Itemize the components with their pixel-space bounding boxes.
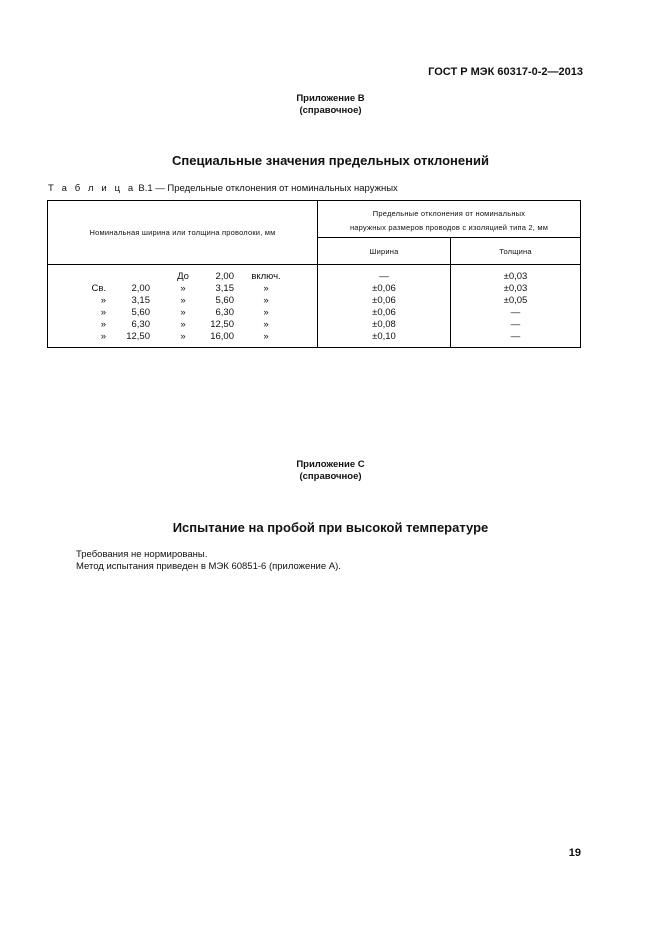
column-header-thickness: Толщина [499, 247, 532, 256]
appendix-c-heading: Испытание на пробой при высокой температуре [172, 520, 489, 535]
row-width-deviation: ±0,06 [372, 307, 396, 318]
row-inclusive: » [263, 331, 269, 342]
row-to-value: 16,00 [210, 331, 234, 342]
table-header-bottom [48, 264, 580, 265]
row-inclusive: включ. [251, 271, 281, 282]
table-row [48, 283, 580, 295]
row-from-word: » [100, 307, 106, 318]
table-row [48, 295, 580, 307]
row-to-word: » [180, 307, 186, 318]
standard-code: ГОСТ Р МЭК 60317-0-2—2013 [428, 66, 583, 78]
row-inclusive: » [263, 283, 269, 294]
row-to-word: » [180, 283, 186, 294]
row-inclusive: » [263, 307, 269, 318]
row-to-word: До [177, 271, 189, 282]
table-caption-prefix: Т а б л и ц а [48, 183, 136, 194]
table-divider-horizontal [317, 237, 580, 238]
row-thickness-deviation: ±0,05 [503, 295, 528, 306]
row-inclusive: » [263, 295, 269, 306]
appendix-c-title: Приложение С [296, 459, 365, 470]
table-caption [48, 183, 398, 194]
appendix-c-line2: Метод испытания приведен в МЭК 60851-6 (приложение А). [76, 561, 341, 572]
row-from-value: 5,60 [131, 307, 150, 318]
row-from-value: 12,50 [126, 331, 150, 342]
row-inclusive: » [263, 319, 269, 330]
table-row [48, 319, 580, 331]
row-from-value: 6,30 [131, 319, 150, 330]
appendix-c-note: (справочное) [299, 471, 362, 482]
row-to-value: 2,00 [215, 271, 234, 282]
table-caption-text: В.1 — Предельные отклонения от номинальных наружных [138, 183, 398, 194]
appendix-b-heading: Специальные значения предельных отклонений [172, 153, 489, 168]
row-to-word: » [180, 319, 186, 330]
row-to-value: 5,60 [215, 295, 234, 306]
table-row [48, 331, 580, 343]
page-number: 19 [568, 847, 581, 859]
row-thickness-deviation: — [510, 319, 521, 330]
row-from-word: » [100, 319, 106, 330]
row-thickness-deviation: ±0,03 [503, 271, 528, 282]
deviations-table [47, 200, 581, 348]
row-to-value: 12,50 [210, 319, 234, 330]
row-from-word: » [100, 331, 106, 342]
group-header-line1: Предельные отклонения от номинальных [372, 209, 526, 218]
row-thickness-deviation: — [510, 331, 521, 342]
appendix-c-line1: Требования не нормированы. [76, 549, 208, 560]
row-to-value: 3,15 [215, 283, 234, 294]
row-from-value: 3,15 [131, 295, 150, 306]
group-header-line2: наружных размеров проводов с изоляцией типа 2, мм [349, 223, 549, 232]
table-row [48, 307, 580, 319]
row-to-value: 6,30 [215, 307, 234, 318]
row-from-word: » [100, 295, 106, 306]
row-to-word: » [180, 331, 186, 342]
column-header-nominal: Номинальная ширина или толщина проволоки, мм [89, 228, 276, 237]
row-width-deviation: ±0,10 [372, 331, 396, 342]
row-width-deviation: — [379, 271, 389, 282]
row-width-deviation: ±0,06 [372, 295, 396, 306]
row-width-deviation: ±0,06 [372, 283, 396, 294]
row-from-value: 2,00 [131, 283, 150, 294]
column-header-width: Ширина [369, 247, 399, 256]
row-thickness-deviation: ±0,03 [503, 283, 528, 294]
table-row [48, 271, 580, 283]
row-from-word: Св. [91, 283, 106, 294]
appendix-b-title: Приложение В [296, 93, 365, 104]
row-thickness-deviation: — [510, 307, 521, 318]
row-width-deviation: ±0,08 [372, 319, 396, 330]
appendix-b-note: (справочное) [299, 105, 362, 116]
row-to-word: » [180, 295, 186, 306]
